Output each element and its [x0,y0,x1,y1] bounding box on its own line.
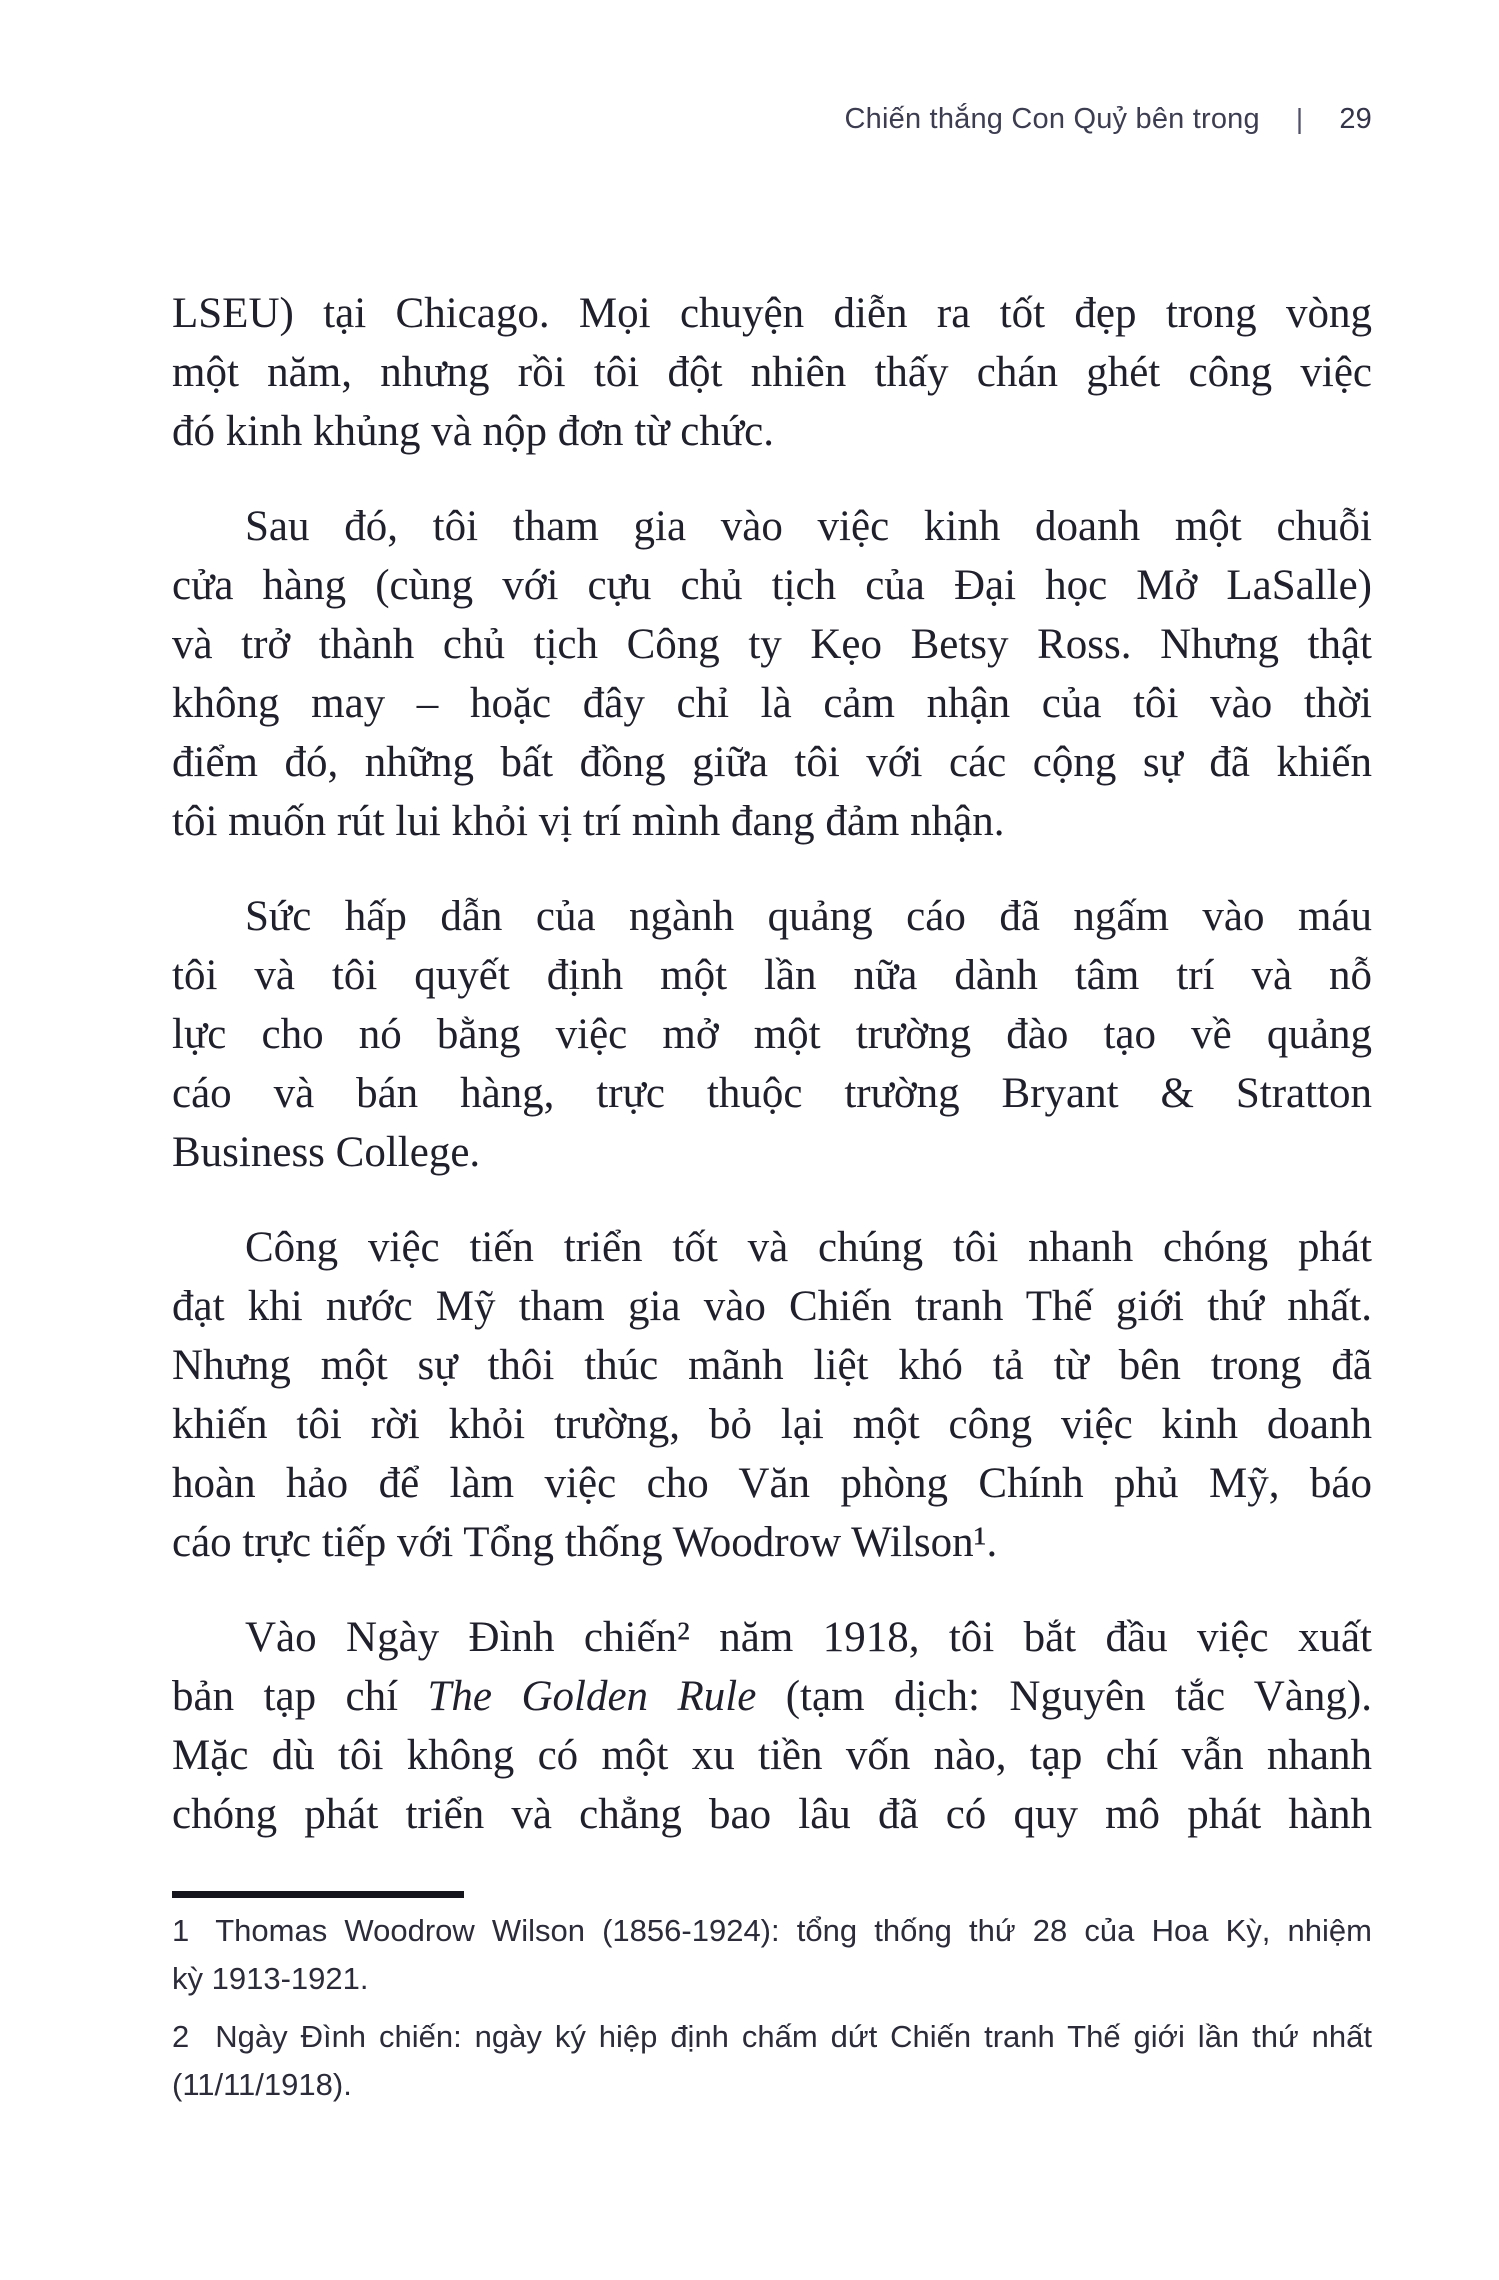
body-line: điểm đó, những bất đồng giữa tôi với các cộng sự đã khiến [172,739,1372,786]
paragraph-2 [172,497,1372,851]
body-line: Sức hấp dẫn của ngành quảng cáo đã ngấm vào máu [245,893,1372,940]
body-text [172,284,1372,1880]
body-line-with-italic [172,1667,1372,1726]
body-line: đạt khi nước Mỹ tham gia vào Chiến tranh Thế giới thứ nhất. [172,1283,1372,1330]
body-line: hoàn hảo để làm việc cho Văn phòng Chính phủ Mỹ, báo [172,1460,1372,1507]
magazine-title: The Golden Rule [427,1673,757,1720]
body-line: tôi và tôi quyết định một lần nữa dành tâm trí và nỗ [172,952,1372,999]
footnote-line [172,1907,1372,1955]
body-line: Vào Ngày Đình chiến² năm 1918, tôi bắt đầu việc xuất [245,1614,1372,1661]
line-text: (tạm dịch: Nguyên tắc Vàng). [756,1673,1372,1720]
footnote-2 [172,2013,1372,2109]
body-line: một năm, nhưng rồi tôi đột nhiên thấy chán ghét công việc [172,349,1372,396]
footnote-line [172,2013,1372,2061]
body-line: cáo và bán hàng, trực thuộc trường Bryant & Stratton [172,1070,1372,1117]
footnote-text: Ngày Đình chiến: ngày ký hiệp định chấm dứt Chiến tranh Thế giới lần thứ nhất [215,2019,1372,2054]
body-line: cửa hàng (cùng với cựu chủ tịch của Đại học Mở LaSalle) [172,562,1372,609]
body-line: và trở thành chủ tịch Công ty Kẹo Betsy Ross. Nhưng thật [172,621,1372,668]
line-text: bản tạp chí [172,1673,428,1720]
footnote-text: Thomas Woodrow Wilson (1856-1924): tổng thống thứ 28 của Hoa Kỳ, nhiệm [215,1913,1372,1948]
body-line: Business College. [172,1129,481,1176]
body-line: đó kinh khủng và nộp đơn từ chức. [172,408,774,455]
paragraph-1 [172,284,1372,461]
footnote-number: 2 [172,2019,190,2054]
footnote-line: kỳ 1913-1921. [172,1961,369,1996]
body-line: Công việc tiến triển tốt và chúng tôi nhanh chóng phát [245,1224,1372,1271]
footnote-separator-rule [172,1891,464,1898]
footnote-number: 1 [172,1913,190,1948]
paragraph-5 [172,1608,1372,1844]
body-line: không may – hoặc đây chỉ là cảm nhận của tôi vào thời [172,680,1372,727]
body-line: chóng phát triển và chẳng bao lâu đã có quy mô phát hành [172,1791,1372,1838]
footnotes [172,1907,1372,2119]
body-line: lực cho nó bằng việc mở một trường đào tạo về quảng [172,1011,1372,1058]
body-line: cáo trực tiếp với Tổng thống Woodrow Wilson¹. [172,1519,998,1566]
body-line: tôi muốn rút lui khỏi vị trí mình đang đảm nhận. [172,798,1005,845]
running-header [172,103,1372,136]
paragraph-4 [172,1218,1372,1572]
body-line: Sau đó, tôi tham gia vào việc kinh doanh một chuỗi [245,503,1372,550]
header-divider: | [1295,103,1304,134]
body-line: khiến tôi rời khỏi trường, bỏ lại một công việc kinh doanh [172,1401,1372,1448]
footnote-1 [172,1907,1372,2003]
footnote-line: (11/11/1918). [172,2067,352,2102]
body-line: LSEU) tại Chicago. Mọi chuyện diễn ra tốt đẹp trong vòng [172,290,1372,337]
running-header-title: Chiến thắng Con Quỷ bên trong [844,103,1260,135]
page-number: 29 [1339,103,1372,135]
body-line: Mặc dù tôi không có một xu tiền vốn nào, tạp chí vẫn nhanh [172,1732,1372,1779]
paragraph-3 [172,887,1372,1182]
body-line: Nhưng một sự thôi thúc mãnh liệt khó tả từ bên trong đã [172,1342,1372,1389]
